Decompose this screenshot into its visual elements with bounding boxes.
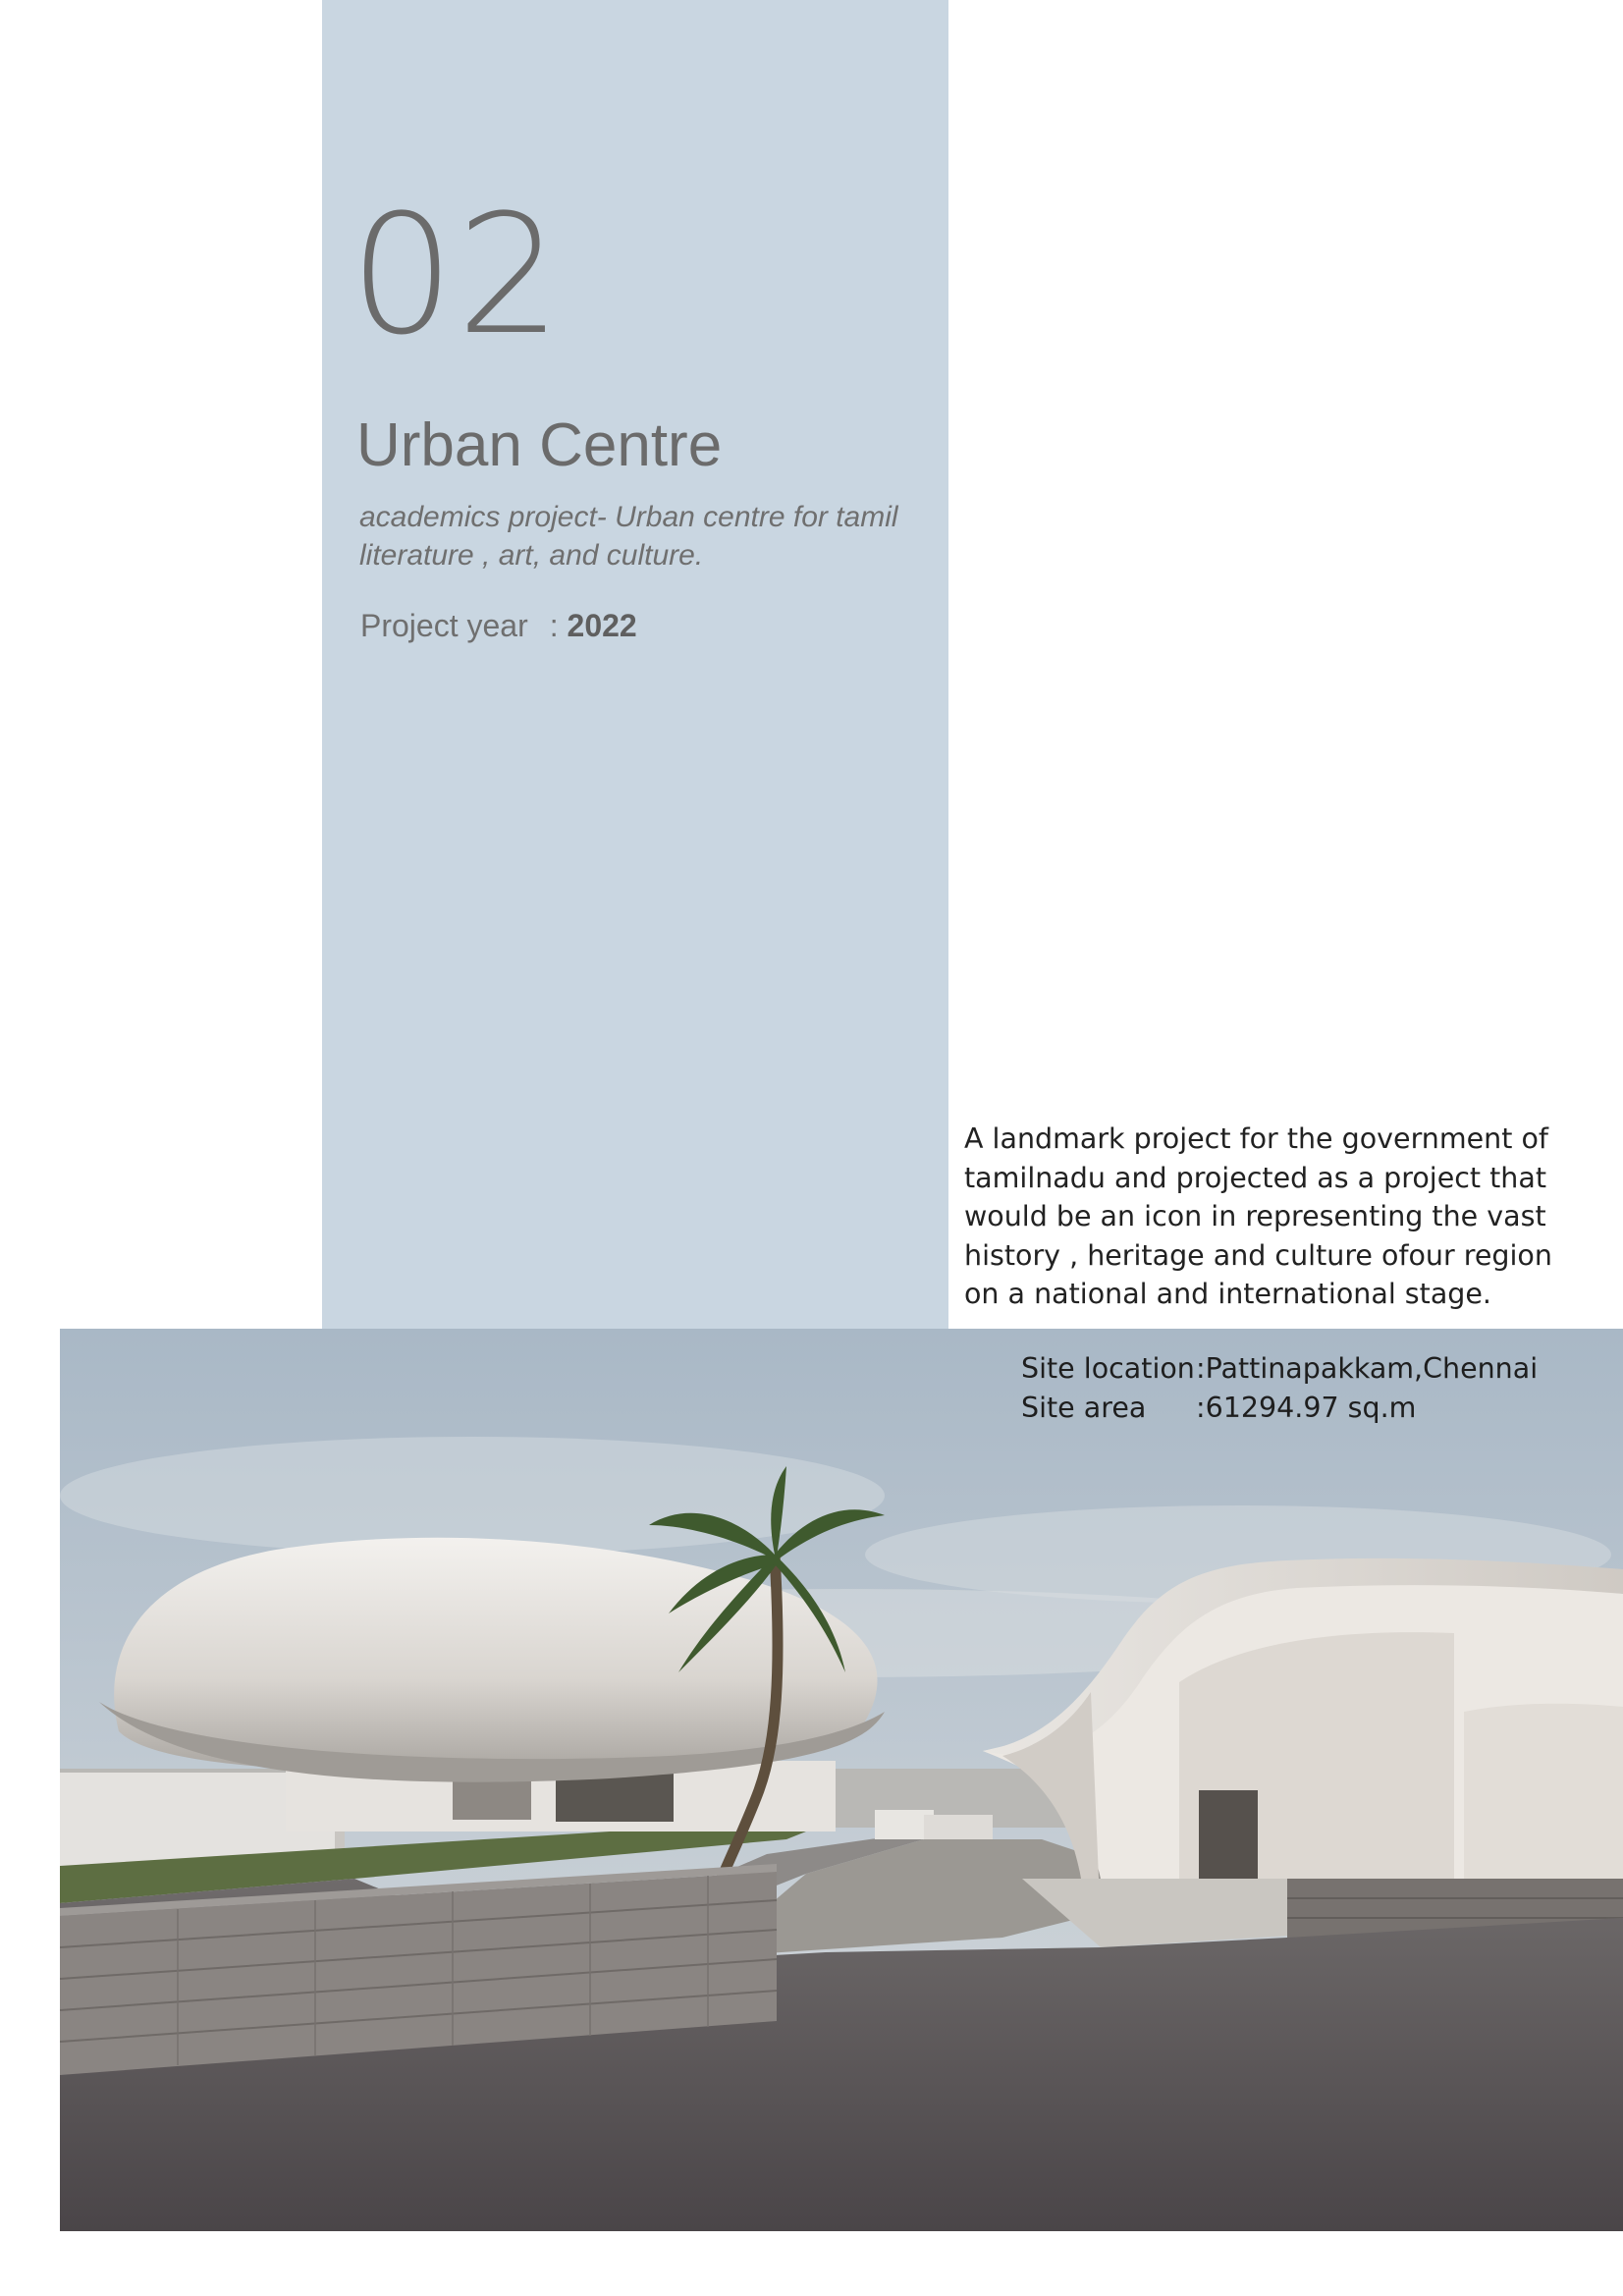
project-title: Urban Centre [356,411,723,479]
project-year-separator: : [549,608,559,643]
site-area-label: Site area [1021,1392,1147,1424]
site-location-value: :Pattinapakkam,Chennai [1196,1352,1539,1385]
site-area-value: :61294.97 sq.m [1196,1392,1417,1424]
project-description: A landmark project for the government of tamilnadu and projected as a project that would be an icon in representing the vast history , heritage and culture ofour region on a national and international stage. [964,1122,1552,1310]
site-area-row [1021,1389,1538,1428]
project-number: 02 [350,179,564,371]
site-location-row [1021,1349,1538,1389]
architectural-render [60,1329,1623,2231]
project-year [360,607,637,644]
render-illustration [60,1329,1623,2231]
project-subtitle: academics project- Urban centre for tamil literature , art, and culture. [359,501,898,572]
site-info [1021,1349,1538,1428]
project-year-label: Project year [360,608,528,643]
site-location-label: Site location [1021,1352,1195,1385]
project-year-value: 2022 [567,608,637,643]
